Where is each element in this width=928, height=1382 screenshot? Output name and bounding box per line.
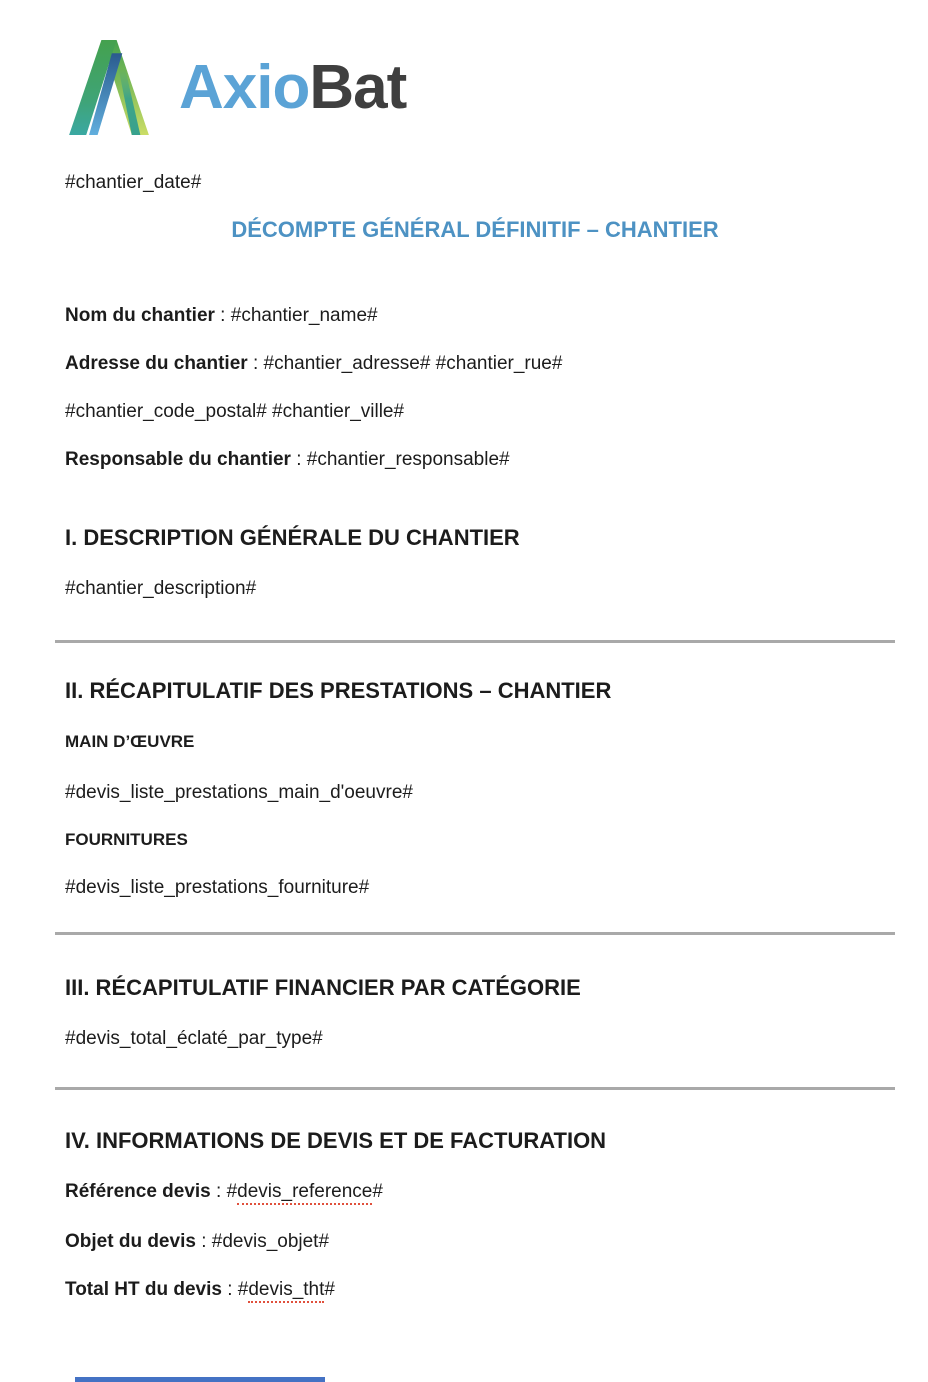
axiobat-chevron-icon	[65, 40, 153, 135]
label-separator: :	[210, 1181, 227, 1202]
chantier-info-block	[65, 304, 885, 472]
chantier-date-placeholder: #chantier_date#	[65, 172, 202, 193]
label-separator: :	[290, 449, 307, 470]
chantier-nom-label: Nom du chantier	[65, 305, 215, 326]
label-separator: :	[195, 1231, 212, 1252]
label-separator: :	[247, 353, 264, 374]
section2-heading: II. RÉCAPITULATIF DES PRESTATIONS – CHANTIER	[65, 678, 612, 703]
document-title: DÉCOMPTE GÉNÉRAL DÉFINITIF – CHANTIER	[231, 217, 719, 242]
wordmark-axio: Axio	[179, 53, 310, 122]
chantier-responsable-line	[65, 448, 885, 472]
hash-prefix: #	[226, 1181, 238, 1202]
fournitures-subheading: FOURNITURES	[65, 830, 188, 849]
objet-devis-line	[65, 1230, 885, 1254]
chantier-nom-line	[65, 304, 885, 328]
hash-suffix: #	[372, 1181, 383, 1202]
reference-devis-line	[65, 1180, 885, 1204]
axiobat-wordmark	[179, 40, 406, 135]
total-ht-line	[65, 1278, 885, 1302]
reference-devis-placeholder-spellcheck: devis_reference	[237, 1181, 372, 1205]
objet-devis-label: Objet du devis	[65, 1231, 196, 1252]
chantier-adresse-line	[65, 352, 885, 376]
total-ht-placeholder-spellcheck: devis_tht	[248, 1279, 324, 1303]
total-ht-label: Total HT du devis	[65, 1279, 222, 1300]
section3-body-placeholder: #devis_total_éclaté_par_type#	[65, 1028, 323, 1049]
section-divider	[55, 640, 895, 643]
chantier-adresse-label: Adresse du chantier	[65, 353, 248, 374]
chantier-responsable-value: #chantier_responsable#	[306, 449, 510, 470]
chantier-code-postal-ville-line: #chantier_code_postal# #chantier_ville#	[65, 401, 405, 422]
reference-devis-label: Référence devis	[65, 1181, 211, 1202]
hash-suffix: #	[324, 1279, 335, 1300]
chantier-adresse-value: #chantier_adresse# #chantier_rue#	[263, 353, 563, 374]
label-separator: :	[214, 305, 231, 326]
section-divider	[55, 932, 895, 935]
chantier-responsable-label: Responsable du chantier	[65, 449, 291, 470]
hash-prefix: #	[237, 1279, 249, 1300]
main-oeuvre-placeholder: #devis_liste_prestations_main_d'oeuvre#	[65, 782, 413, 803]
wordmark-bat: Bat	[309, 53, 407, 122]
section1-body-placeholder: #chantier_description#	[65, 578, 257, 599]
fournitures-placeholder: #devis_liste_prestations_fourniture#	[65, 877, 370, 898]
label-separator: :	[221, 1279, 238, 1300]
chantier-nom-value: #chantier_name#	[230, 305, 378, 326]
objet-devis-value: #devis_objet#	[211, 1231, 330, 1252]
axiobat-logo	[65, 40, 885, 135]
main-oeuvre-subheading: MAIN D’ŒUVRE	[65, 732, 195, 751]
section1-heading: I. DESCRIPTION GÉNÉRALE DU CHANTIER	[65, 525, 520, 550]
section3-heading: III. RÉCAPITULATIF FINANCIER PAR CATÉGORIE	[65, 975, 581, 1000]
section4-heading: IV. INFORMATIONS DE DEVIS ET DE FACTURATION	[65, 1128, 607, 1153]
cutoff-table-top-border	[75, 1377, 325, 1382]
section-divider	[55, 1087, 895, 1090]
